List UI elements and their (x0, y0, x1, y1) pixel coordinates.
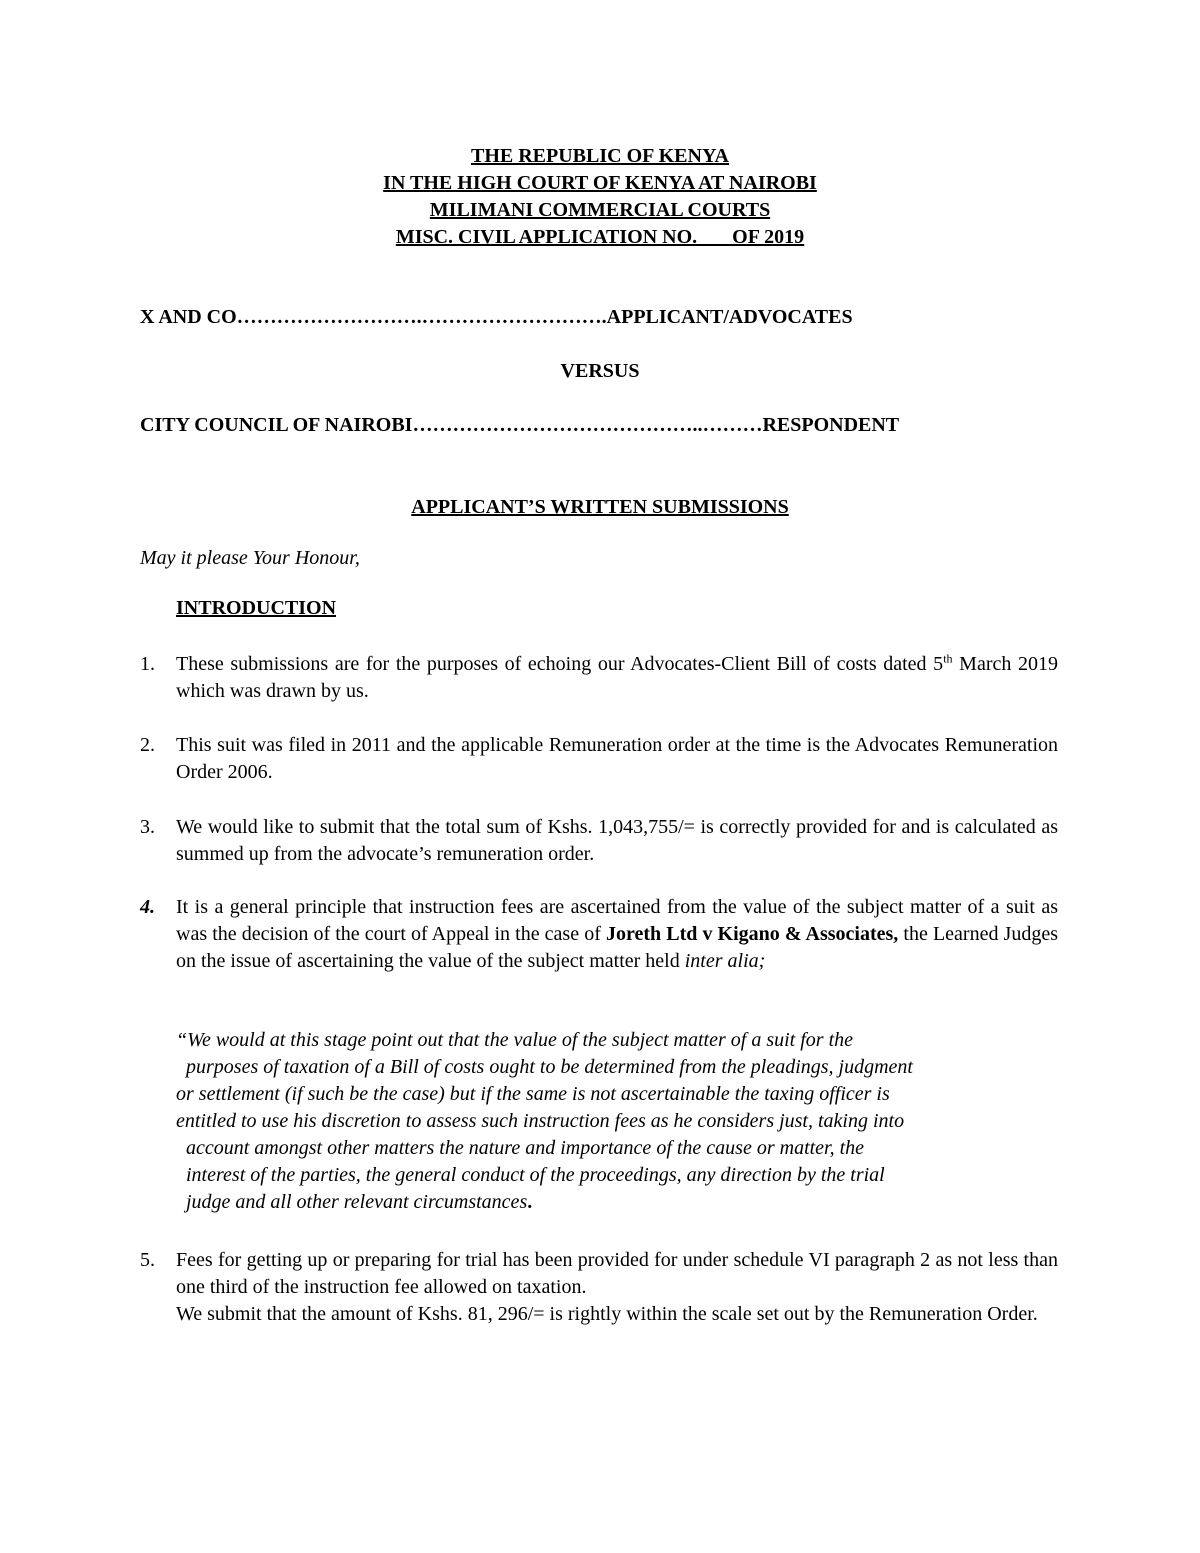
heading-application-number: MISC. CIVIL APPLICATION NO. ___OF 2019 (395, 226, 805, 248)
paragraph-text: the Learned Judges on the issue of ascertaining the value of the subject matter held (176, 923, 1058, 972)
section-title-introduction: INTRODUCTION (176, 597, 337, 619)
quote-line: purposes of taxation of a Bill of costs ought to be determined from the pleadings, judgment (186, 1056, 913, 1078)
case-name: Joreth Ltd v Kigano & Associates, (605, 923, 899, 945)
quote-line: entitled to use his discretion to assess such instruction fees as he considers just, taking into (176, 1110, 905, 1132)
court-heading (0, 143, 1200, 251)
paragraph-text: We submit that the amount of Kshs. 81, 296/= is rightly within the scale set out by the Remuneration Order. (176, 1303, 1038, 1325)
paragraph-1 (140, 651, 1058, 705)
heading-commercial-courts: MILIMANI COMMERCIAL COURTS (429, 199, 771, 221)
paragraph-number: 5. (140, 1249, 155, 1271)
paragraph-number: 2. (140, 734, 155, 756)
quote-line: account amongst other matters the nature and importance of the cause or matter, the (186, 1137, 865, 1159)
inter-alia: inter alia; (684, 950, 766, 972)
quote-line: “We would at this stage point out that the value of the subject matter of a suit for the (176, 1029, 854, 1051)
applicant-party: X AND CO……………………….……………………….APPLICANT/ADVOCATES (140, 306, 853, 328)
versus-label: VERSUS (560, 360, 640, 382)
paragraph-3 (140, 814, 1058, 868)
ordinal-suffix: th (943, 651, 953, 666)
paragraph-text: This suit was filed in 2011 and the applicable Remuneration order at the time is the Advocates Remuneration Order 2006. (176, 734, 1058, 783)
paragraph-text: March 2019 which was drawn by us. (176, 653, 1058, 702)
quoted-judgment (176, 1027, 1056, 1216)
quote-line: interest of the parties, the general conduct of the proceedings, any direction by the trial (186, 1164, 885, 1186)
paragraph-number: 3. (140, 816, 155, 838)
quote-end-period: . (527, 1191, 533, 1213)
salutation: May it please Your Honour, (140, 547, 360, 569)
heading-republic: THE REPUBLIC OF KENYA (470, 145, 729, 167)
paragraph-2 (140, 732, 1058, 786)
paragraph-number: 1. (140, 653, 155, 675)
paragraph-4 (140, 894, 1058, 975)
paragraph-text: These submissions are for the purposes of echoing our Advocates-Client Bill of costs dated 5 (176, 653, 944, 675)
paragraph-text: Fees for getting up or preparing for trial has been provided for under schedule VI paragraph 2 as not less than one third of the instruction fee allowed on taxation. (176, 1249, 1058, 1298)
paragraph-5 (140, 1247, 1058, 1328)
respondent-party: CITY COUNCIL OF NAIROBI……………………………………..………RESPONDENT (140, 414, 900, 436)
paragraph-number: 4. (140, 896, 155, 918)
heading-high-court: IN THE HIGH COURT OF KENYA AT NAIROBI (383, 172, 817, 194)
paragraph-text: We would like to submit that the total sum of Kshs. 1,043,755/= is correctly provided for and is calculated as summed up from the advocate’s remuneration order. (176, 816, 1058, 865)
document-title: APPLICANT’S WRITTEN SUBMISSIONS (411, 496, 789, 518)
paragraph-text: It is a general principle that instruction fees are ascertained from the value of the subject matter of a suit as was the decision of the court of Appeal in the case of (176, 896, 1058, 945)
quote-line: judge and all other relevant circumstances (186, 1191, 528, 1213)
quote-line: or settlement (if such be the case) but if the same is not ascertainable the taxing officer is (176, 1083, 890, 1105)
